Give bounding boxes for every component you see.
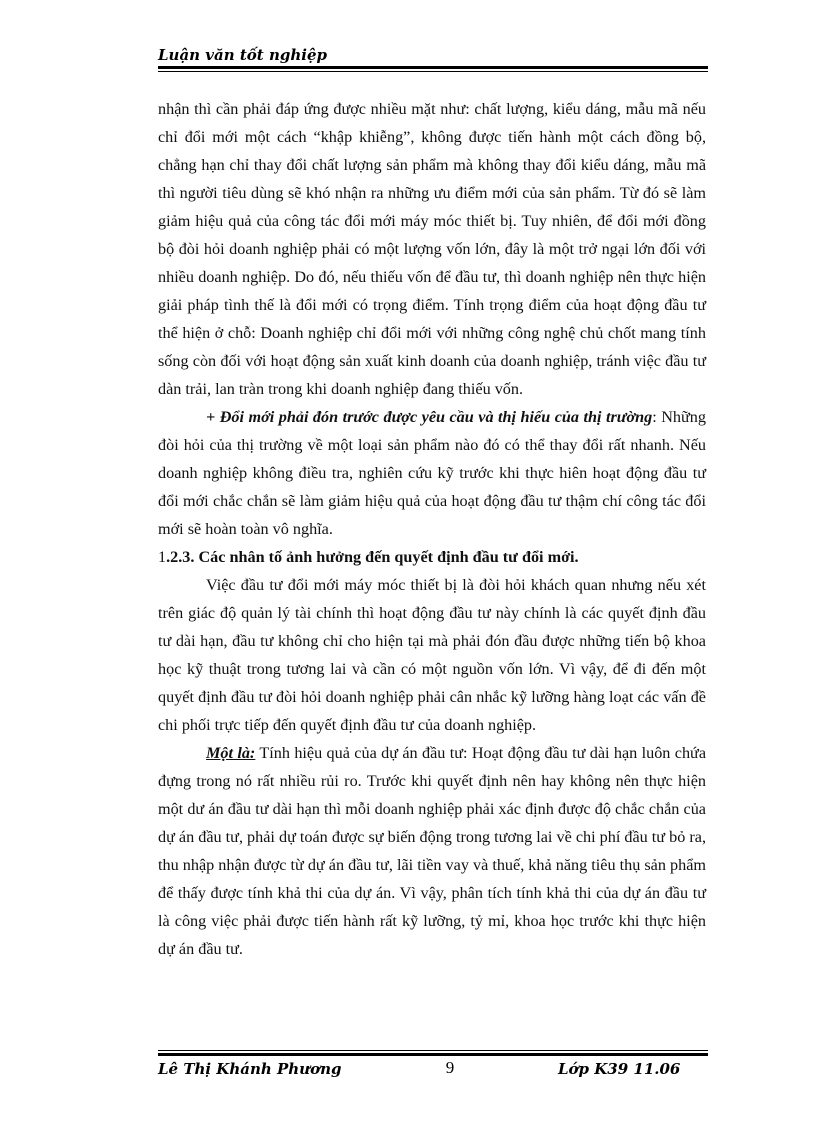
paragraph-4-rest: Tính hiệu quả của dự án đầu tư: Hoạt động đầu tư dài hạn luôn chứa đựng trong nó rất nhiều rủi ro. Trước khi quyết định nên hay không nên thực hiện một dư án đầu tư dài hạn thì mỗi doanh nghiệp phải xác định được độ chắc chắn của dự án đầu tư, phải dự toán được sự biến động trong tương lai về chi phí đầu tư bỏ ra, thu nhập nhận được từ dự án đầu tư, lãi tiền vay và thuế, khả năng tiêu thụ sản phẩm để thấy được tính khả thi của dự án. Vì vậy, phân tích tính khả thi của dự án đầu tư là công việc phải được tiến hành rất kỹ lưỡng, tỷ mỉ, khoa học trước khi thực hiện dự án đầu tư. xyxy=(158,744,706,958)
paragraph-2-lead: + Đổi mới phải đón trước được yêu cầu và thị hiếu của thị trường xyxy=(206,408,653,426)
body-text xyxy=(158,95,706,963)
header-rule xyxy=(158,66,708,69)
header-rule-thin xyxy=(158,71,708,72)
header-title: Luận văn tốt nghiệp xyxy=(158,46,327,64)
footer-author: Lê Thị Khánh Phương xyxy=(158,1060,342,1078)
page-number: 9 xyxy=(445,1058,455,1077)
paragraph-1: nhận thì cần phải đáp ứng được nhiều mặt như: chất lượng, kiểu dáng, mẫu mã nếu chỉ đổi mới một cách “khập khiễng”, không được tiến hành một cách đồng bộ, chẳng hạn chỉ thay đổi chất lượng sản phẩm mà không thay đổi kiểu dáng, mẫu mã thì người tiêu dùng sẽ khó nhận ra những ưu điểm mới của sản phẩm. Từ đó sẽ làm giảm hiệu quả của công tác đổi mới máy móc thiết bị. Tuy nhiên, để đổi mới đồng bộ đòi hỏi doanh nghiệp phải có một lượng vốn lớn, đây là một trở ngại lớn đối với nhiều doanh nghiệp. Do đó, nếu thiếu vốn để đầu tư, thì doanh nghiệp nên thực hiện giải pháp tình thế là đổi mới có trọng điểm. Tính trọng điểm của hoạt động đầu tư thể hiện ở chỗ: Doanh nghiệp chỉ đổi mới với những công nghệ chủ chốt mang tính sống còn đối với hoạt động sản xuất kinh doanh của doanh nghiệp, tránh việc đầu tư dàn trải, lan tràn trong khi doanh nghiệp đang thiếu vốn. xyxy=(158,100,706,398)
section-heading-number: 1 xyxy=(158,548,167,566)
paragraph-2 xyxy=(158,403,706,543)
paragraph-4-lead: Một là: xyxy=(206,744,256,762)
paragraph-4 xyxy=(158,739,706,963)
footer-class-label: Lớp K39 11.06 xyxy=(558,1060,681,1078)
footer-rule-thin xyxy=(158,1050,708,1051)
section-heading-text: .2.3. Các nhân tố ảnh hưởng đến quyết định đầu tư đổi mới. xyxy=(166,548,579,566)
footer-rule xyxy=(158,1053,708,1056)
paragraph-3: Việc đầu tư đổi mới máy móc thiết bị là đòi hỏi khách quan nhưng nếu xét trên giác độ quản lý tài chính thì hoạt động đầu tư này chính là các quyết định đầu tư dài hạn, đầu tư không chỉ cho hiện tại mà phải đón đầu được những tiến bộ khoa học kỹ thuật trong tương lai và cần có một nguồn vốn lớn. Vì vậy, để đi đến một quyết định đầu tư đòi hỏi doanh nghiệp phải cân nhắc kỹ lưỡng hàng loạt các vấn đề chi phối trực tiếp đến quyết định đầu tư của doanh nghiệp. xyxy=(158,576,706,734)
section-heading xyxy=(158,543,706,571)
paragraph-2-rest: : Những đòi hỏi của thị trường về một loại sản phẩm nào đó có thể thay đổi rất nhanh. Nếu doanh nghiệp không điều tra, nghiên cứu kỹ trước khi thực hiên hoạt động đầu tư đổi mới chắc chắn sẽ làm giảm hiệu quả của hoạt động đầu tư thậm chí công tác đổi mới sẽ hoàn toàn vô nghĩa. xyxy=(158,408,706,538)
